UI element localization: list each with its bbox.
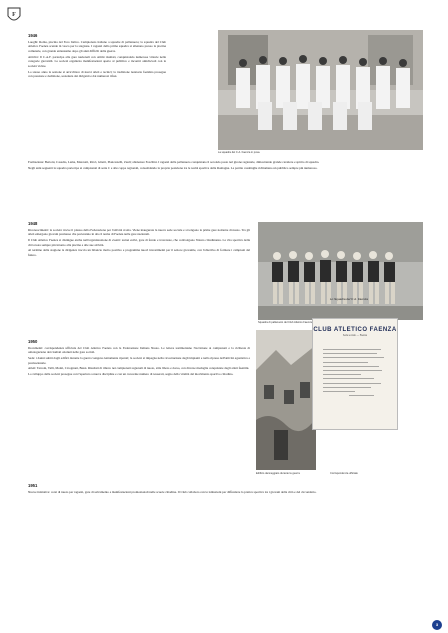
paragraph: Atleti: Tarroni, Valli, Monti, Cicognani, Bassi. Risultati di rilievo nei campionati regionali di nuoto, stile libero e dorso, con diverse medaglie conquistate dagli atleti faentini. <box>28 366 250 371</box>
paragraph: Luoghi: Roma, piscina del Foro Italico. Campionato italiano a squadre di pallanuoto; la squadra del Club Atletico Faenza scende in vasca per la stagione. I ragazzi della prima squadra si allenano presso la piscina comunale, con grande entusiasmo dopo gli anni difficili della guerra. <box>28 39 166 53</box>
section-5-year: 1951 <box>28 484 38 488</box>
water-polo-team-photo <box>258 222 423 320</box>
photo-2-inscription: Lo Squadra del C.A. Faenza <box>330 297 368 301</box>
paragraph: Al termine della stagione la dirigenza traccia un bilancio molto positivo e programma nuovi investimenti per il settore giovanile, con l'obiettivo di formare i campioni del futuro. <box>28 248 250 257</box>
paragraph: Formazione: Bertoni, Casadio, Lama, Mazzotti, Ricci, Ghetti, Piancastelli, Zauli; allenatore Foschini. I ragazzi della pallanuoto conquistano il secondo posto nel girone regionale, dimostrando grande carattere e spirito di squadra. <box>28 160 320 164</box>
club-logo-icon <box>6 6 22 24</box>
photo-2-caption: Squadra di pallanuoto del Club Atletico Faenza <box>258 321 312 324</box>
paragraph: Lo sviluppo della società prosegue con l'apertura a nuove discipline e con un crescente numero di tesserati, segno della vitalità del movimento sportivo cittadino. <box>28 372 234 377</box>
letter-subheading: Sede sociale — Faenza <box>342 334 368 337</box>
paragraph: Riconoscimenti: la società riceve il plauso della Federazione per l'attività svolta. Viene inaugurata la nuova sede sociale e si tengono le prime gare notturne di nuoto. Tra gli atleti emergono giovani promesse che porteranno in alto il nome di Faenza nelle gare nazionali. <box>28 227 250 237</box>
page-number-badge: 3 <box>432 620 442 630</box>
paragraph: Lo stesso anno la sezione si arricchisce di nuovi atleti e tecnici; la tradizione natatoria faentina prosegue con passione e dedizione, sostenuta dai dirigenti e dai numerosi tifosi. <box>28 69 166 79</box>
section-4-text <box>28 340 250 470</box>
paragraph: Negli anni seguenti la squadra partecipa ai campionati di serie C e alle coppe regionali, consolidando la propria posizione tra le realtà sportive della Romagna. Le partite casalinghe richiamano un pubblico sempre più numeroso. <box>28 165 318 170</box>
section-3-text <box>28 222 250 338</box>
official-letter-document <box>312 318 398 430</box>
photo-1-caption: La squadra del C.A. Faenza in posa. <box>218 151 261 154</box>
paragraph: Il Club Atletico Faenza si distingue anche nell'organizzazione di eventi: tornei estivi, gare di fondo e traversate, che coinvolgono l'intera cittadinanza. La vita sportiva della città ruota sempre più intorno alla piscina e alle sue attività. <box>28 237 250 247</box>
team-photo-outdoor <box>218 30 423 150</box>
paragraph: Nuove iniziative: corsi di nuoto per ragazzi, gare di salvamento e manifestazioni promozionali nelle scuole cittadine. Il Club collabora con le istituzioni per diffondere la pratica sportiva tra i giovani della città e del circondario. <box>28 489 317 494</box>
photo-4-caption: Corrispondenza ufficiale <box>330 472 358 475</box>
section-1-year: 1946 <box>28 34 38 38</box>
paragraph: Attività: Il C.A.F. partecipa alle gare nazionali con ottimi risultati, conquistando numerose vittorie nelle categorie giovanili. La società organizza manifestazioni aperte al pubblico e incontri amichevoli con le società vicine. <box>28 54 166 68</box>
section-2-text <box>28 160 423 220</box>
letter-text-lines <box>323 349 387 399</box>
svg-text:F: F <box>12 12 16 18</box>
section-5-text <box>28 484 423 624</box>
paragraph: Documenti: corrispondenza ufficiale del Club Atletico Faenza con la Federazione Italiana Nuoto. Le lettere testimoniano l'iscrizione ai campionati e la richiesta di omologazione dei risultati ottenuti nelle gare sociali. <box>28 345 250 355</box>
paragraph: Sede: i danni subiti dagli edifici durante la guerra vengono lentamente riparati; la società si impegna nella ricostruzione degli impianti e nella ripresa dell'attività agonistica e promozionale. <box>28 355 250 365</box>
damaged-building-photo <box>256 330 316 470</box>
section-4-year: 1950 <box>28 340 38 344</box>
section-1-text <box>28 34 166 160</box>
letter-heading: CLUB ATLETICO FAENZA <box>313 327 397 333</box>
photo-3-caption: Edificio danneggiato durante la guerra <box>256 472 300 475</box>
section-3-year: 1948 <box>28 222 38 226</box>
